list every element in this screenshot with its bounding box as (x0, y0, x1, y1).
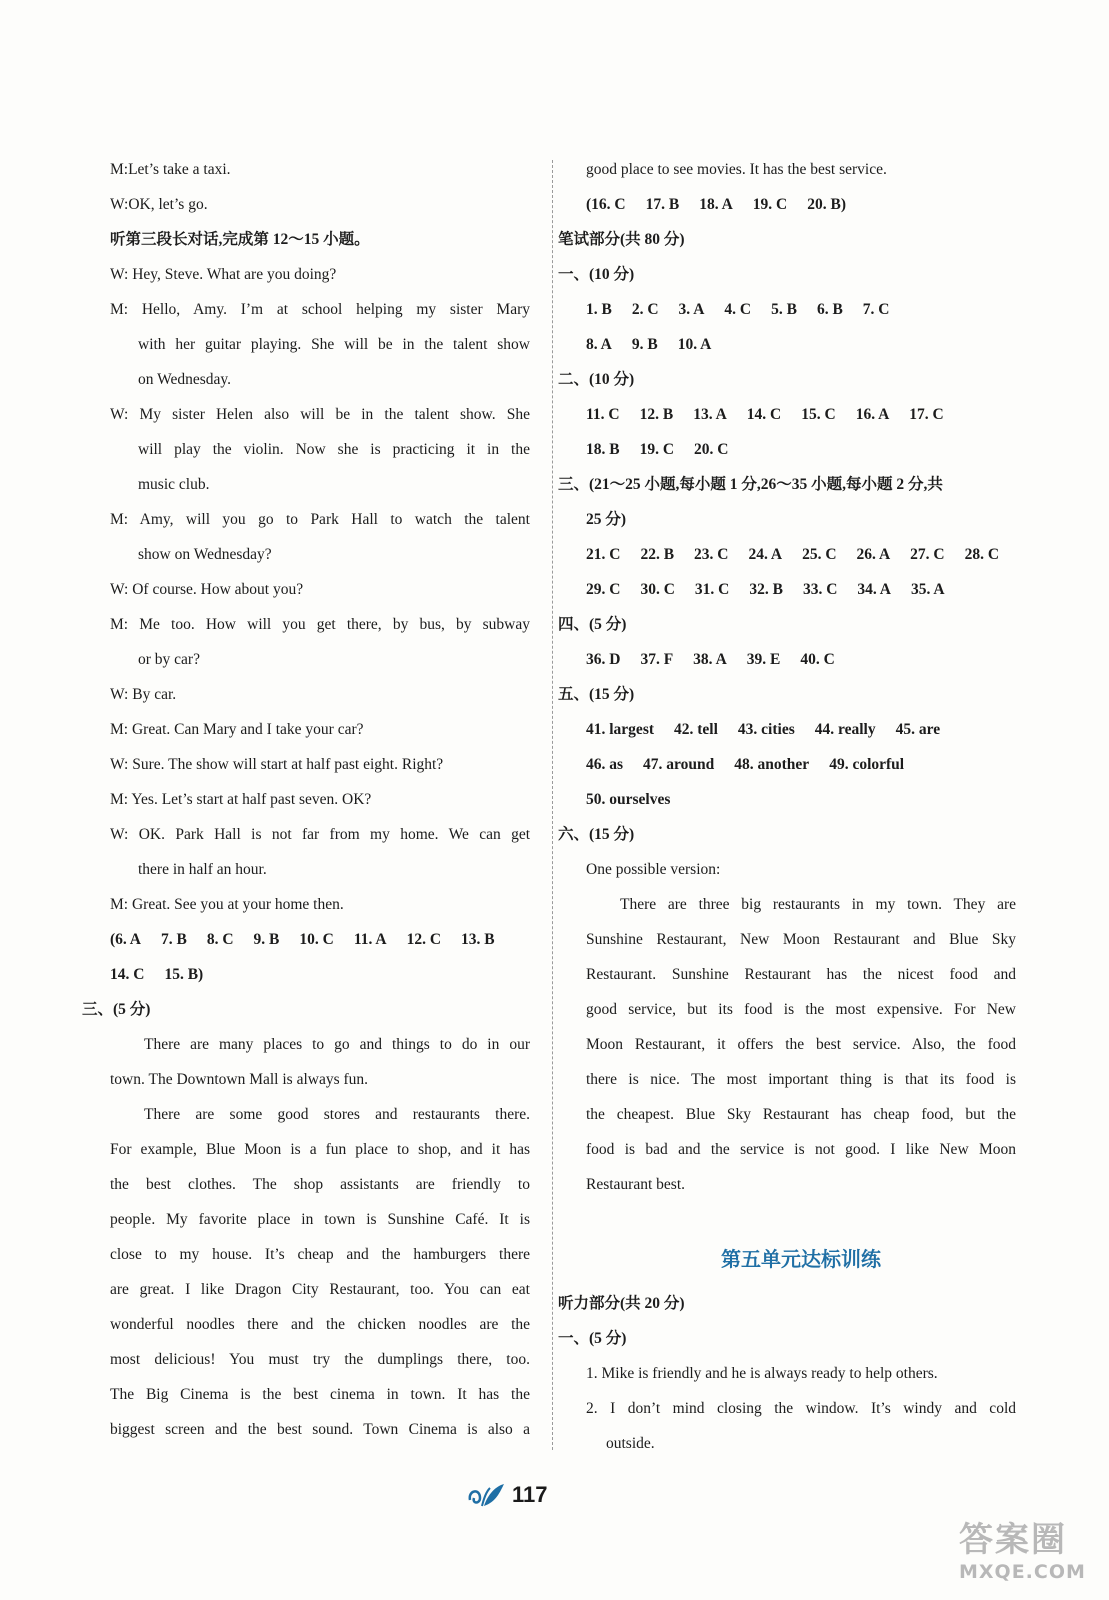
answer-row (110, 922, 530, 957)
watermark-logo-text: 答案圈 (959, 1520, 1067, 1560)
section-instruction: 听第三段长对话,完成第 12～15 小题。 (110, 231, 370, 248)
answer-item: 10. A (677, 336, 712, 353)
answer-item: 8. C (206, 931, 234, 948)
answer-item: 34. A (857, 581, 891, 598)
essay-intro: One possible version: (586, 861, 721, 878)
essay-line: good service, but its food is the most expensive. For New (586, 1001, 1016, 1018)
answer-item: 4. C (724, 301, 752, 318)
answer-item: 17. C (909, 406, 944, 423)
watermark-url: MXQE.COM (959, 1561, 1086, 1583)
answer-item: 1. B (586, 301, 612, 318)
answer-item: 10. C (299, 931, 334, 948)
answer-item: 15. C (801, 406, 836, 423)
answer-item: 21. C (586, 546, 621, 563)
answer-item: 32. B (749, 581, 783, 598)
essay-line: the cheapest. Blue Sky Restaurant has cheap food, but the (586, 1106, 1016, 1123)
answer-item: 48. another (734, 756, 810, 773)
section-heading: 三、(5 分) (82, 1001, 151, 1018)
dialogue-line: show on Wednesday? (138, 546, 272, 563)
dialogue-line: W: My sister Helen also will be in the talent show. She (110, 406, 530, 423)
dialogue-line: or by car? (138, 651, 200, 668)
answer-row (586, 432, 1016, 467)
answer-item: 15. B) (164, 966, 204, 983)
passage-line: There are some good stores and restaurants there. (144, 1106, 530, 1123)
answer-item: 13. B (461, 931, 495, 948)
answer-item: 40. C (800, 651, 835, 668)
passage-line: people. My favorite place in town is Sunshine Café. It is (110, 1211, 530, 1228)
essay-line: Moon Restaurant, it offers the best service. Also, the food (586, 1036, 1016, 1053)
question-line: 1. Mike is friendly and he is always ready to help others. (586, 1365, 938, 1382)
section-heading: 四、(5 分) (558, 616, 627, 633)
dialogue-line: M: Hello, Amy. I’m at school helping my sister Mary (110, 301, 530, 318)
answer-row (586, 327, 1016, 362)
answer-item: 11. A (353, 931, 387, 948)
answer-item: 13. A (693, 406, 727, 423)
unit-title: 第五单元达标训练 (721, 1249, 881, 1271)
dialogue-line: with her guitar playing. She will be in the talent show (138, 336, 530, 353)
right-column (558, 152, 1016, 1461)
dialogue-line: M: Me too. How will you get there, by bus, by subway (110, 616, 530, 633)
answer-item: 26. A (856, 546, 891, 563)
answer-row (586, 187, 1016, 222)
passage-line: most delicious! You must try the dumplings there, too. (110, 1351, 530, 1368)
left-column (82, 152, 530, 1447)
answer-item: 30. C (640, 581, 675, 598)
dialogue-line: music club. (138, 476, 210, 493)
dialogue-line: W: Sure. The show will start at half past eight. Right? (110, 756, 444, 773)
section-heading: 五、(15 分) (558, 686, 635, 703)
answer-item: 44. really (814, 721, 876, 738)
answer-item: 23. C (694, 546, 729, 563)
answer-item: 49. colorful (829, 756, 905, 773)
answer-item: 12. C (406, 931, 442, 948)
answer-item: 20. C (694, 441, 729, 458)
answer-item: 17. B (645, 196, 680, 213)
answer-row (110, 957, 530, 992)
section-heading: 笔试部分(共 80 分) (558, 231, 685, 248)
passage-line: are great. I like Dragon City Restaurant, too. You can eat (110, 1281, 530, 1298)
answer-item: 42. tell (674, 721, 718, 738)
passage-line: wonderful noodles there and the chicken noodles are the (110, 1316, 530, 1333)
question-line: 2. I don’t mind closing the window. It’s windy and cold (586, 1400, 1016, 1417)
answer-item: 22. B (640, 546, 675, 563)
passage-line: For example, Blue Moon is a fun place to shop, and it has (110, 1141, 530, 1158)
essay-line: Sunshine Restaurant, New Moon Restaurant and Blue Sky (586, 931, 1016, 948)
answer-item: 31. C (694, 581, 730, 598)
answer-item: 33. C (802, 581, 838, 598)
answer-item: 7. B (161, 931, 187, 948)
answer-item: 24. A (748, 546, 783, 563)
answer-item: 14. C (746, 406, 782, 423)
dialogue-line: M: Yes. Let’s start at half past seven. OK? (110, 791, 372, 808)
answer-item: 29. C (586, 581, 621, 598)
butterfly-logo-icon (466, 1480, 506, 1515)
answer-item: 18. B (586, 441, 620, 458)
answer-item: 37. F (640, 651, 674, 668)
answer-row (586, 712, 1016, 747)
question-line: outside. (606, 1435, 655, 1452)
passage-line: There are many places to go and things to do in our (144, 1036, 530, 1053)
section-heading: 一、(5 分) (558, 1330, 627, 1347)
dialogue-line: M: Great. See you at your home then. (110, 896, 344, 913)
answer-item: 16. A (855, 406, 890, 423)
answer-item: 9. B (253, 931, 280, 948)
answer-item: 45. are (895, 721, 941, 738)
passage-line: biggest screen and the best sound. Town Cinema is also a (110, 1421, 530, 1438)
passage-line: the best clothes. The shop assistants are friendly to (110, 1176, 530, 1193)
essay-line: food is bad and the service is not good. I like New Moon (586, 1141, 1016, 1158)
answer-row (586, 397, 1016, 432)
dialogue-line: will play the violin. Now she is practicing it in the (138, 441, 530, 458)
section-heading: 六、(15 分) (558, 826, 635, 843)
answer-item: 50. ourselves (586, 791, 671, 808)
answer-item: 11. C (586, 406, 620, 423)
page-number: 117 (512, 1482, 548, 1507)
passage-line: good place to see movies. It has the best service. (586, 161, 887, 178)
dialogue-line: W: By car. (110, 686, 177, 703)
answer-item: 6. B (816, 301, 843, 318)
dialogue-line: there in half an hour. (138, 861, 267, 878)
dialogue-line: M: Amy, will you go to Park Hall to watch the talent (110, 511, 530, 528)
essay-line: there is nice. The most important thing is that its food is (586, 1071, 1016, 1088)
dialogue-line: M:Let’s take a taxi. (110, 161, 231, 178)
answer-row (586, 572, 1016, 607)
dialogue-line: W: Of course. How about you? (110, 581, 304, 598)
answer-item: 8. A (586, 336, 612, 353)
answer-item: 43. cities (737, 721, 795, 738)
answer-item: 38. A (693, 651, 727, 668)
essay-line: Restaurant best. (586, 1176, 686, 1193)
page-footer (0, 1478, 1109, 1518)
dialogue-line: M: Great. Can Mary and I take your car? (110, 721, 364, 738)
answer-item: 12. B (639, 406, 674, 423)
answer-item: 3. A (678, 301, 705, 318)
passage-line: town. The Downtown Mall is always fun. (110, 1071, 369, 1088)
answer-item: 19. C (752, 196, 788, 213)
answer-item: 36. D (586, 651, 621, 668)
answer-item: 47. around (643, 756, 715, 773)
section-heading-cont: 25 分) (586, 511, 627, 528)
answer-item: 20. B) (807, 196, 846, 213)
answer-item: 19. C (639, 441, 675, 458)
passage-line: The Big Cinema is the best cinema in town. It has the (110, 1386, 530, 1403)
answer-item: 27. C (910, 546, 945, 563)
section-heading: 三、(21～25 小题,每小题 1 分,26～35 小题,每小题 2 分,共 (558, 476, 943, 493)
answer-item: (6. A (110, 931, 141, 948)
answer-item: 25. C (802, 546, 837, 563)
answer-item: (16. C (586, 196, 626, 213)
answer-item: 39. E (746, 651, 781, 668)
passage-line: close to my house. It’s cheap and the hamburgers there (110, 1246, 530, 1263)
watermark (959, 1512, 1095, 1590)
answer-item: 5. B (771, 301, 797, 318)
dialogue-line: W:OK, let’s go. (110, 196, 208, 213)
answer-row (586, 537, 1016, 572)
answer-row (586, 642, 1016, 677)
answer-item: 46. as (586, 756, 624, 773)
essay-line: There are three big restaurants in my town. They are (620, 896, 1016, 913)
dialogue-line: W: OK. Park Hall is not far from my home. We can get (110, 826, 530, 843)
answer-item: 35. A (911, 581, 945, 598)
section-heading: 听力部分(共 20 分) (558, 1295, 685, 1312)
answer-item: 9. B (631, 336, 658, 353)
answer-item: 41. largest (586, 721, 655, 738)
answer-item: 18. A (699, 196, 733, 213)
section-heading: 一、(10 分) (558, 266, 635, 283)
answer-item: 28. C (964, 546, 1000, 563)
answer-row (586, 747, 1016, 782)
answer-item: 7. C (862, 301, 890, 318)
answer-item: 2. C (631, 301, 659, 318)
dialogue-line: W: Hey, Steve. What are you doing? (110, 266, 337, 283)
answer-row (586, 292, 1016, 327)
essay-line: Restaurant. Sunshine Restaurant has the nicest food and (586, 966, 1016, 983)
answer-item: 14. C (110, 966, 145, 983)
dialogue-line: on Wednesday. (138, 371, 232, 388)
section-heading: 二、(10 分) (558, 371, 635, 388)
column-divider (552, 160, 553, 1450)
